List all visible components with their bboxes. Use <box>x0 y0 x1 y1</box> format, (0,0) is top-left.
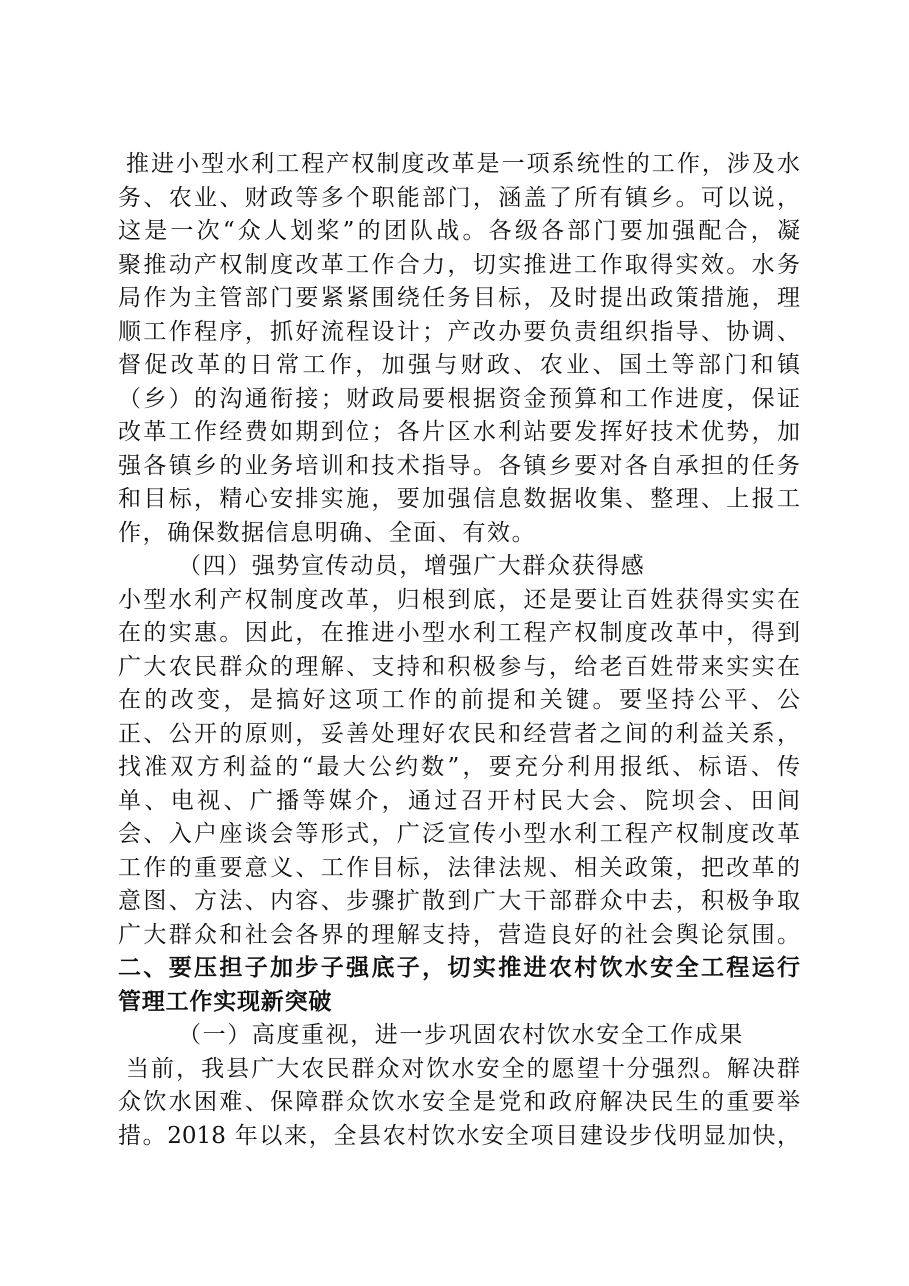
text-line: 顺工作程序，抓好流程设计；产改办要负责组织指导、协调、 <box>118 318 800 345</box>
text-line: 推进小型水利工程产权制度改革是一项系统性的工作，涉及水 <box>126 151 800 177</box>
text-line: 找准双方利益的“最大公约数”，要充分利用报纸、标语、传 <box>118 754 800 780</box>
subheading-publicity: （四）强势宣传动员，增强广大群众获得感 <box>178 553 646 579</box>
text-line: 改革工作经费如期到位；各片区水利站要发挥好技术优势，加 <box>118 419 800 445</box>
text-line: 众饮水困难、保障群众饮水安全是党和政府解决民生的重要举 <box>118 1089 800 1115</box>
heading-line: 二、要压担子加步子强底子，切实推进农村饮水安全工程运行 <box>118 955 800 981</box>
text-line: 工作的重要意义、工作目标，法律法规、相关政策，把改革的 <box>118 854 800 881</box>
section-heading-water-safety <box>118 952 800 1019</box>
text-line: 督促改革的日常工作，加强与财政、农业、国土等部门和镇 <box>118 352 800 378</box>
text-line: 局作为主管部门要紧紧围绕任务目标，及时提出政策措施，理 <box>118 285 800 311</box>
text-line: 措。2018 年以来，全县农村饮水安全项目建设步伐明显加快， <box>118 1122 800 1149</box>
text-line: 这是一次“众人划桨”的团队战。各级各部门要加强配合，凝 <box>118 218 800 244</box>
paragraph-coordination <box>118 148 800 550</box>
text-line: 强各镇乡的业务培训和技术指导。各镇乡要对各自承担的任务 <box>118 452 800 479</box>
text-line: 会、入户座谈会等形式，广泛宣传小型水利工程产权制度改革 <box>118 821 800 847</box>
text-line: 务、农业、财政等多个职能部门，涵盖了所有镇乡。可以说， <box>118 184 800 211</box>
document-page <box>118 148 800 1153</box>
text-line: 作，确保数据信息明确、全面、有效。 <box>118 519 537 546</box>
text-line: 单、电视、广播等媒介，通过召开村民大会、院坝会、田间 <box>118 787 800 814</box>
text-line: 广大农民群众的理解、支持和积极参与，给老百姓带来实实在 <box>118 653 800 680</box>
text-line: 意图、方法、内容、步骤扩散到广大干部群众中去，积极争取 <box>118 888 800 914</box>
text-line: （乡）的沟通衔接；财政局要根据资金预算和工作进度，保证 <box>118 385 800 412</box>
text-line: 当前，我县广大农民群众对饮水安全的愿望十分强烈。解决群 <box>126 1055 800 1082</box>
text-line: 广大群众和社会各界的理解支持，营造良好的社会舆论氛围。 <box>118 921 800 948</box>
heading-line: 管理工作实现新突破 <box>118 988 333 1015</box>
text-line: 在的改变，是搞好这项工作的前提和关键。要坚持公平、公 <box>118 687 800 713</box>
subheading-consolidate: （一）高度重视，进一步巩固农村饮水安全工作成果 <box>178 1022 744 1048</box>
text-line: 和目标，精心安排实施，要加强信息数据收集、整理、上报工 <box>118 486 800 512</box>
text-line: 在的实惠。因此，在推进小型水利工程产权制度改革中，得到 <box>118 620 800 646</box>
text-line: 小型水利产权制度改革，归根到底，还是要让百姓获得实实在 <box>118 586 800 613</box>
paragraph-current-status <box>118 1053 800 1154</box>
text-line: 聚推动产权制度改革工作合力，切实推进工作取得实效。水务 <box>118 251 800 278</box>
text-line: 正、公开的原则，妥善处理好农民和经营者之间的利益关系， <box>118 720 800 747</box>
paragraph-publicity <box>118 584 800 953</box>
